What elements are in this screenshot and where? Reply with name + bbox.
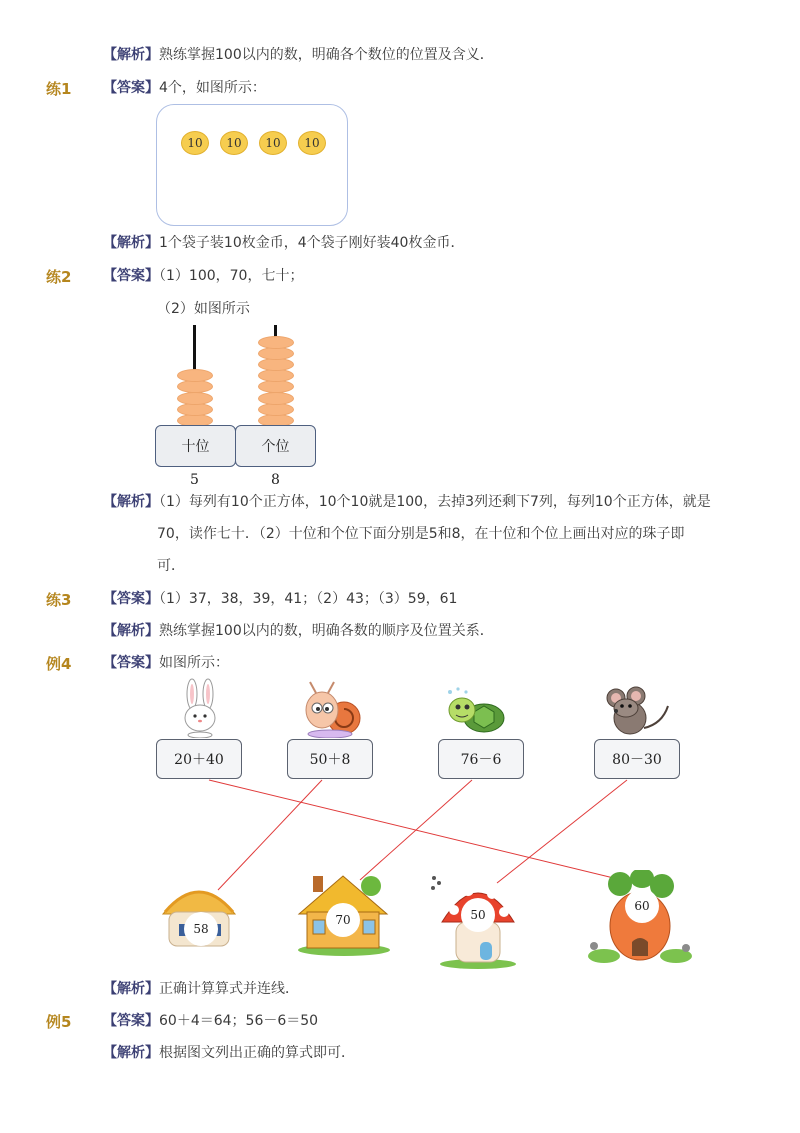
ex3-analysis [103, 621, 494, 641]
ex4-answer [103, 653, 229, 673]
coin-bag-box [156, 104, 348, 226]
abacus-bead [258, 369, 294, 382]
analysis-tag: 【解析】 [103, 235, 159, 251]
abacus-bead [258, 358, 294, 371]
coin-icon: 10 [220, 131, 248, 155]
ex5-answer [103, 1011, 318, 1031]
intro-analysis-text: 熟练掌握100以内的数，明确各个数位的位置及含义． [159, 47, 494, 63]
rabbit-icon [170, 678, 230, 738]
answer-tag: 【答案】 [103, 80, 159, 96]
ex5-answer-text: 60＋4＝64；56－6＝50 [159, 1013, 319, 1029]
mouse-icon [600, 684, 676, 738]
abacus-bead [177, 380, 213, 393]
answer-tag: 【答案】 [103, 655, 159, 671]
abacus-bead [258, 347, 294, 360]
ex3-analysis-text: 熟练掌握100以内的数，明确各数的顺序及位置关系． [159, 623, 494, 639]
ex2-answer1-text: （1）100，70，七十； [159, 268, 304, 284]
abacus-bead [177, 392, 213, 405]
coin-icon: 10 [259, 131, 287, 155]
analysis-tag: 【解析】 [103, 981, 159, 997]
answer-tag: 【答案】 [103, 1013, 159, 1029]
analysis-tag: 【解析】 [103, 1045, 159, 1061]
expression-box: 76－6 [438, 739, 524, 779]
analysis-tag: 【解析】 [103, 47, 159, 63]
ex2-answer2-text: （2）如图所示 [157, 301, 250, 317]
snail-icon [294, 680, 366, 738]
intro-analysis [103, 45, 494, 65]
ex2-analysis-text-2: 70，读作七十．（2）十位和个位下面分别是5和8，在十位和个位上画出对应的珠子即 [157, 526, 685, 542]
ex2-analysis-text-1: （1）每列有10个正方体，10个10就是100，去掉3列还剩下7列，每列10个正方体，就是 [159, 494, 711, 510]
expression-box: 20＋40 [156, 739, 242, 779]
abacus-bead [177, 403, 213, 416]
match-line [209, 780, 626, 881]
analysis-tag: 【解析】 [103, 494, 159, 510]
abacus-bead [258, 403, 294, 416]
ex5-analysis [103, 1043, 355, 1063]
coin-icon: 10 [298, 131, 326, 155]
house-number: 70 [326, 903, 360, 937]
tens-place-box: 十位 [155, 425, 236, 467]
ex1-answer-text: 4个，如图所示： [159, 80, 266, 96]
ex4-analysis [103, 979, 299, 999]
ex1-analysis-text: 1个袋子装10枚金币，4个袋子刚好装40枚金币． [159, 235, 465, 251]
expression-box: 80－30 [594, 739, 680, 779]
answer-tag: 【答案】 [103, 591, 159, 607]
section-label-ex1: 练1 [46, 80, 72, 98]
abacus-bead [258, 380, 294, 393]
section-label-ex4: 例4 [46, 655, 72, 673]
section-label-ex3: 练3 [46, 591, 72, 609]
ex3-answer-text: （1）37，38，39，41；（2）43；（3）59，61 [159, 591, 458, 607]
abacus-bead [177, 369, 213, 382]
answer-tag: 【答案】 [103, 268, 159, 284]
coin-icon: 10 [181, 131, 209, 155]
house-number: 50 [461, 898, 495, 932]
section-label-ex5: 例5 [46, 1013, 72, 1031]
ex2-analysis-line1 [103, 492, 711, 512]
ones-place-box: 个位 [235, 425, 316, 467]
ex4-answer-text: 如图所示： [159, 655, 229, 671]
ex2-answer [103, 266, 303, 286]
house-number: 58 [184, 912, 218, 946]
ex1-answer [103, 78, 266, 98]
ex5-analysis-text: 根据图文列出正确的算式即可． [159, 1045, 355, 1061]
tens-digit: 5 [190, 472, 199, 488]
turtle-icon [440, 686, 508, 738]
ex3-answer [103, 589, 457, 609]
match-line [497, 780, 627, 883]
ex2-analysis-text-3: 可． [157, 558, 185, 574]
ex1-analysis [103, 233, 464, 253]
ones-digit: 8 [271, 472, 280, 488]
ex4-analysis-text: 正确计算算式并连线． [159, 981, 299, 997]
abacus-bead [258, 336, 294, 349]
section-label-ex2: 练2 [46, 268, 72, 286]
match-line [360, 780, 472, 880]
house-number: 60 [625, 889, 659, 923]
analysis-tag: 【解析】 [103, 623, 159, 639]
expression-box: 50＋8 [287, 739, 373, 779]
abacus-bead [258, 392, 294, 405]
